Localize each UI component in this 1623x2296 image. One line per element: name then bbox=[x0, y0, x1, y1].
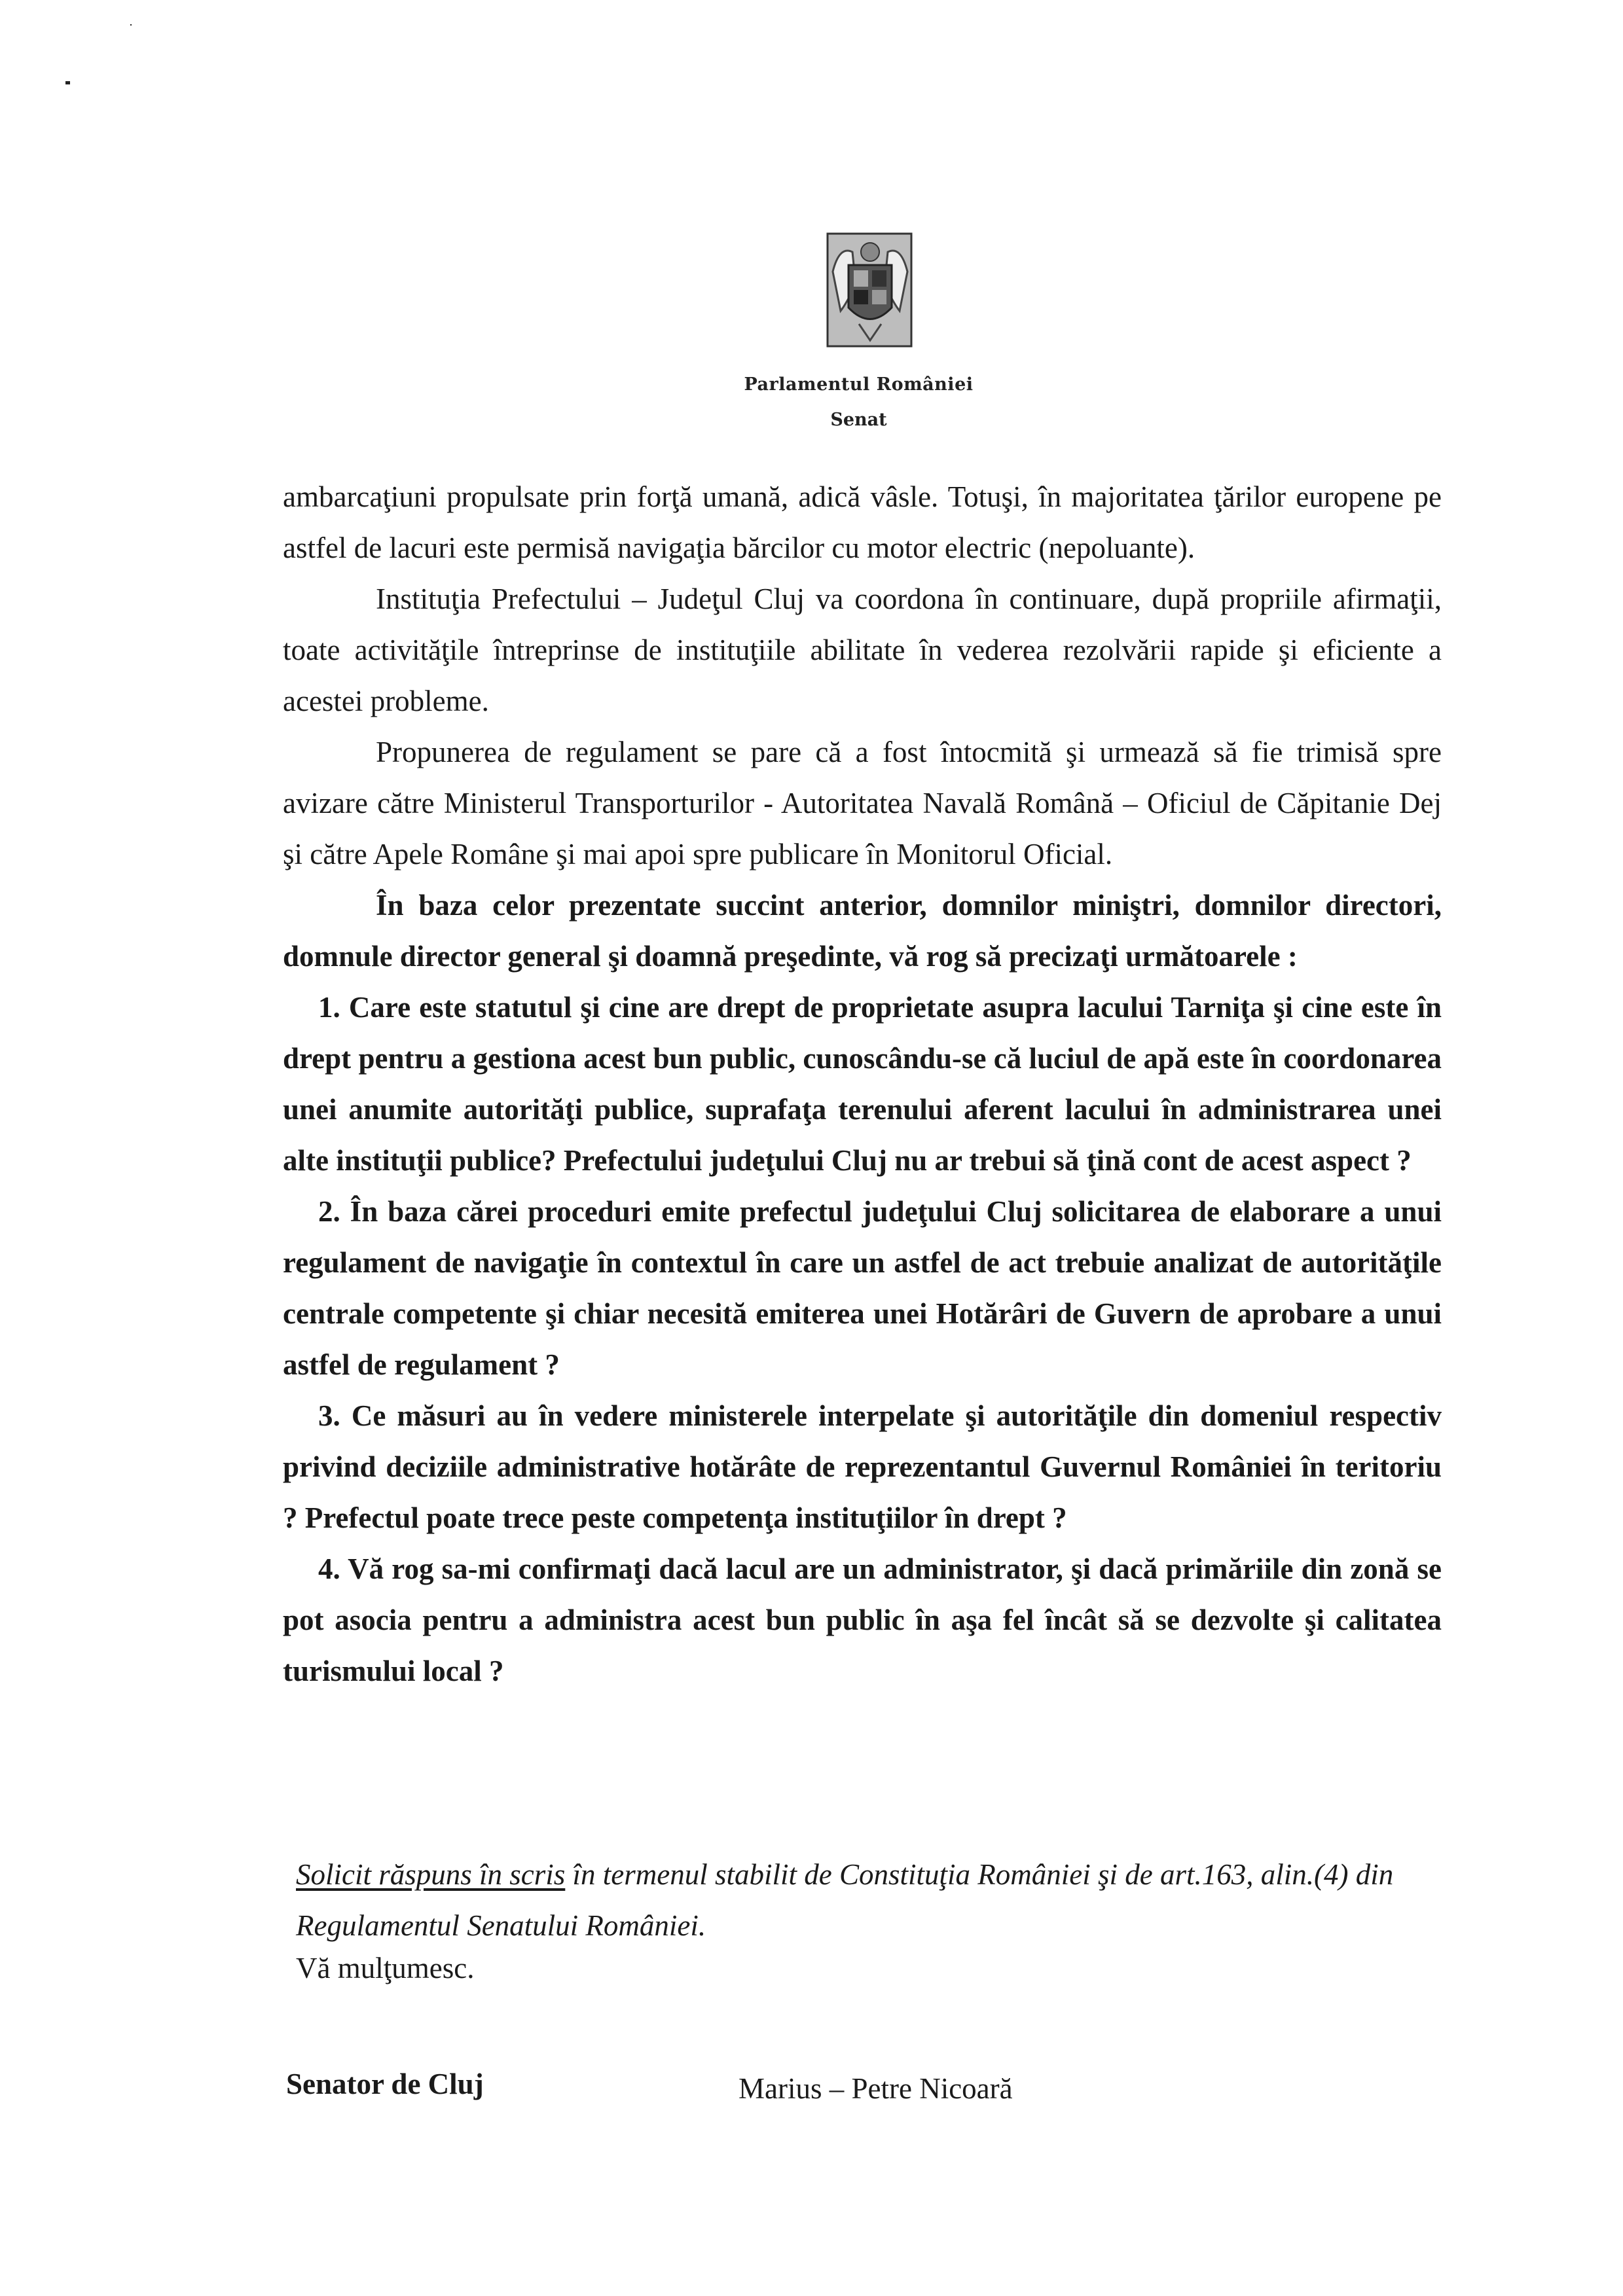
closing-statement bbox=[296, 1849, 1442, 1951]
scan-speck bbox=[130, 24, 132, 26]
body-paragraph: ambarcaţiuni propulsate prin forţă umană, adică vâsle. Totuşi, în majoritatea ţărilor europene pe astfel de lacuri este permisă navigaţia bărcilor cu motor electric (nepoluante). bbox=[283, 480, 1442, 564]
legal-reference: în termenul stabilit de Constituţia României şi de art.163, alin.(4) din Regulamentul Senatului României. bbox=[296, 1858, 1394, 1942]
coat-of-arms-icon bbox=[826, 232, 914, 349]
body-paragraph: Propunerea de regulament se pare că a fost întocmită şi urmează să fie trimisă spre avizare către Ministerul Transporturilor - Autoritatea Navală Română – Oficiul de Căpitanie Dej şi către Apele Române şi mai apoi spre publicare în Monitorul Oficial. bbox=[283, 736, 1442, 870]
written-answer-request: Solicit răspuns în scris bbox=[296, 1858, 566, 1891]
question-item: 4. Vă rog sa-mi confirmaţi dacă lacul are un administrator, şi dacă primăriile din zonă se pot asocia pentru a administra acest bun public în aşa fel încât să se dezvolte şi calitatea turismului local ? bbox=[283, 1552, 1442, 1687]
question-item: 1. Care este statutul şi cine are drept de proprietate asupra lacului Tarniţa şi cine este în drept pentru a gestiona acest bun public, cunoscându-se că luciul de apă este în coordonarea unei anumite autorităţi publice, suprafaţa terenului aferent lacului în administrarea unei alte instituţii publice? Prefectului judeţului Cluj nu ar trebui să ţină cont de acest aspect ? bbox=[283, 991, 1442, 1177]
chamber-name: Senat bbox=[830, 410, 887, 430]
signatory-title: Senator de Cluj bbox=[286, 2068, 484, 2100]
question-item: 2. În baza cărei proceduri emite prefectul judeţului Cluj solicitarea de elaborare a unui regulament de navigaţie în contextul în care un astfel de act trebuie analizat de autorităţile centrale competente şi chiar necesită emiterea unei Hotărâri de Guvern de aprobare a unui astfel de regulament ? bbox=[283, 1195, 1442, 1381]
body-paragraph: Instituţia Prefectului – Judeţul Cluj va coordona în continuare, după propriile afirmaţii, toate activităţile întreprinse de instituţiile abilitate în vederea rezolvării rapide şi eficiente a acestei probleme. bbox=[283, 583, 1442, 717]
scan-speck bbox=[65, 81, 70, 84]
intro-request: În baza celor prezentate succint anterior, domnilor miniştri, domnilor directori, domnule director general şi doamnă preşedinte, vă rog să precizaţi următoarele : bbox=[283, 889, 1442, 973]
institution-name: Parlamentul României bbox=[744, 374, 974, 395]
thanks-line: Vă mulţumesc. bbox=[296, 1952, 475, 1984]
signatory-name: Marius – Petre Nicoară bbox=[739, 2072, 1013, 2105]
letter-body bbox=[283, 471, 1442, 1696]
question-item: 3. Ce măsuri au în vedere ministerele interpelate şi autorităţile din domeniul respectiv privind deciziile administrative hotărâte de reprezentantul Guvernul României în teritoriu ? Prefectul poate trece peste competenţa instituţiilor în drept ? bbox=[283, 1399, 1442, 1534]
